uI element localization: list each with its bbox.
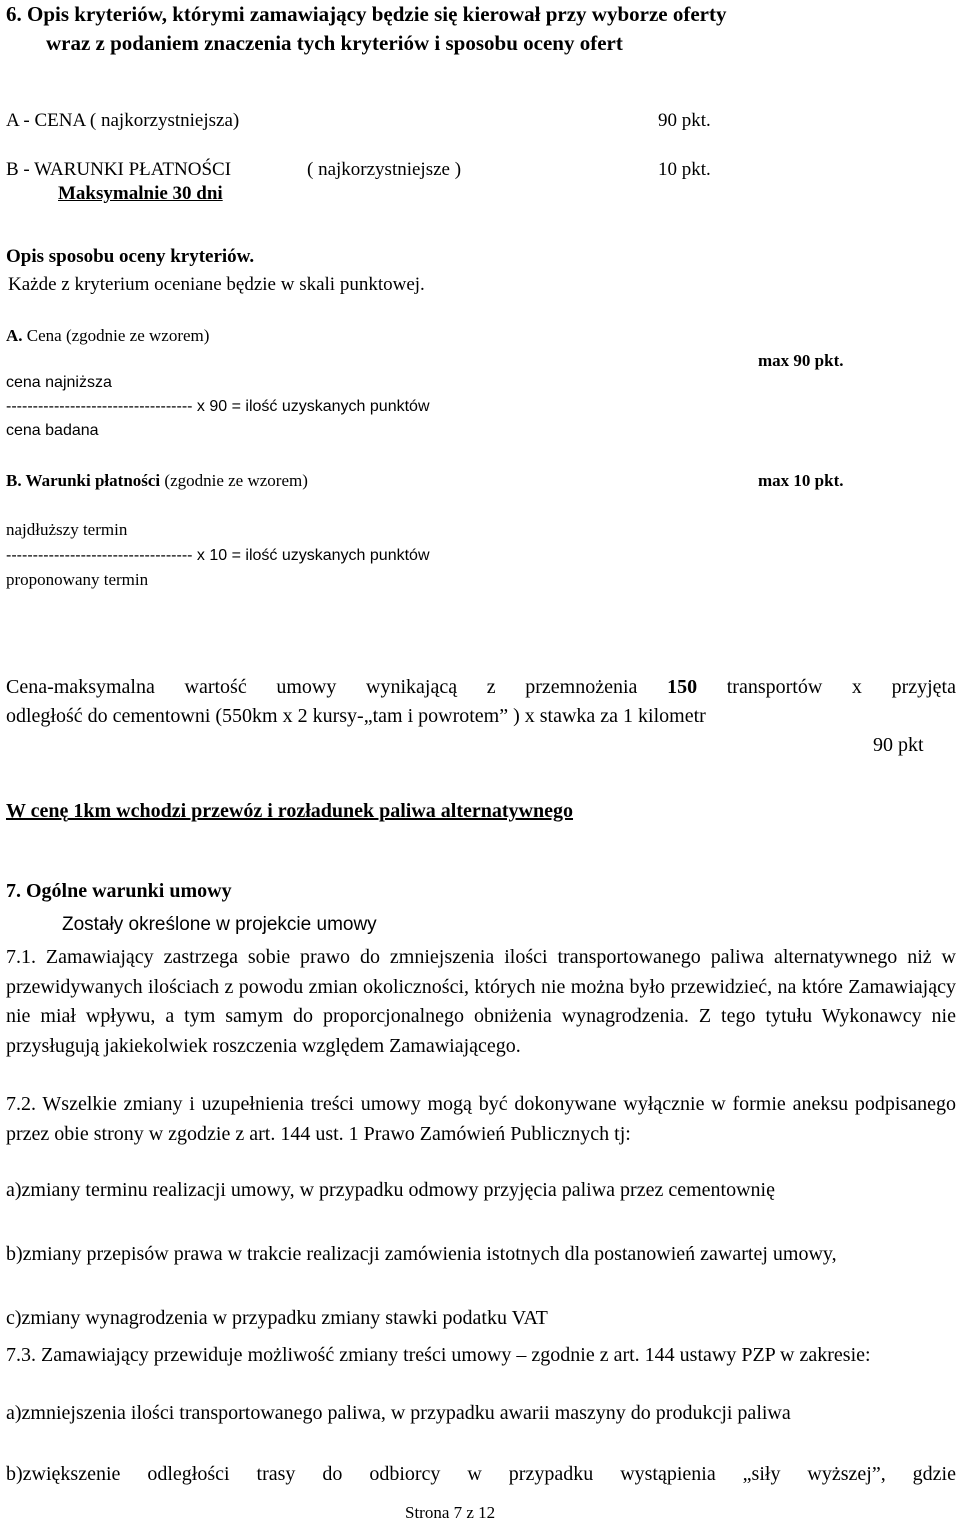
paragraph-7-1: 7.1. Zamawiający zastrzega sobie prawo do zmniejszenia ilości transportowanego paliwa alternatywnego niż w przewidywanych ilościach z powodu zmian okoliczności, których nie można było przewidzieć, na które Zamawiający nie miał wpływu, a tym samym do proporcjonalnego obniżenia wynagrodzenia. Z tego tytułu Wykonawcy nie przysługują jakiekolwiek roszczenia względem Zamawiającego.: [6, 946, 956, 1057]
paragraph-7-3: 7.3. Zamawiający przewiduje możliwość zmiany treści umowy – zgodnie z art. 144 ustawy PZP w zakresie:: [6, 1344, 871, 1366]
paragraph-7-3-b: b)zwiększenie odległości trasy do odbiorcy w przypadku wystąpienia „siły wyższej”, gdzie: [6, 1463, 956, 1485]
criterion-a-points: 90 pkt.: [658, 110, 711, 131]
formula-b-denominator: proponowany termin: [6, 570, 149, 589]
formula-a-line: ----------------------------------- x 90 = ilość uzyskanych punktów: [6, 398, 430, 415]
price-note-line1-bold: 150: [667, 676, 698, 698]
method-title: Opis sposobu oceny kryteriów.: [6, 246, 255, 267]
criterion-b-note: Maksymalnie 30 dni: [58, 183, 223, 204]
formula-b-max: max 10 pkt.: [758, 471, 844, 490]
price-note-line1-post: transportów x przyjęta: [697, 676, 956, 698]
paragraph-7-2-a: a)zmiany terminu realizacji umowy, w przypadku odmowy przyjęcia paliwa przez cementownię: [6, 1179, 775, 1201]
method-subtitle: Każde z kryterium oceniane będzie w skali punktowej.: [8, 274, 425, 295]
criterion-b-paren: ( najkorzystniejsze ): [307, 159, 462, 180]
criterion-b-label: B - WARUNKI PŁATNOŚCI: [6, 159, 232, 180]
price-note-points: 90 pkt: [873, 734, 924, 756]
formula-a-max: max 90 pkt.: [758, 351, 844, 370]
formula-b-numerator: najdłuższy termin: [6, 520, 128, 539]
formula-a-label-bold: A.: [6, 326, 23, 345]
price-note-underlined: W cenę 1km wchodzi przewóz i rozładunek paliwa alternatywnego: [6, 800, 574, 822]
section-7-intro: Zostały określone w projekcie umowy: [62, 914, 377, 935]
paragraph-7-2-b: b)zmiany przepisów prawa w trakcie realizacji zamówienia istotnych dla postanowień zawartej umowy,: [6, 1243, 837, 1265]
formula-a-label: [6, 326, 209, 346]
formula-b-label-bold: B. Warunki płatności: [6, 471, 161, 490]
formula-a-denominator: cena badana: [6, 422, 99, 439]
paragraph-7-2: 7.2. Wszelkie zmiany i uzupełnienia treści umowy mogą być dokonywane wyłącznie w formie aneksu podpisanego przez obie strony w zgodzie z art. 144 ust. 1 Prawo Zamówień Publicznych tj:: [6, 1093, 956, 1145]
page-number: Strona 7 z 12: [405, 1503, 496, 1522]
formula-b-label: [6, 471, 308, 491]
paragraph-7-3-a: a)zmniejszenia ilości transportowanego paliwa, w przypadku awarii maszyny do produkcji paliwa: [6, 1402, 791, 1424]
price-note-line2: odległość do cementowni (550km x 2 kursy-„tam i powrotem” ) x stawka za 1 kilometr: [6, 705, 706, 727]
section-6-heading: [6, 0, 726, 58]
price-note-line1-pre: Cena-maksymalna wartość umowy wynikającą z przemnożenia: [6, 676, 668, 698]
section-7-heading: 7. Ogólne warunki umowy: [6, 880, 232, 902]
criterion-a-label: A - CENA ( najkorzystniejsza): [6, 110, 240, 131]
section-6-heading-line1: 6. Opis kryteriów, którymi zamawiający będzie się kierował przy wyborze oferty: [6, 2, 727, 26]
price-note-line1: [6, 676, 956, 699]
section-6-heading-line2: wraz z podaniem znaczenia tych kryteriów i sposobu oceny ofert: [46, 31, 623, 55]
formula-b-line: ----------------------------------- x 10 = ilość uzyskanych punktów: [6, 547, 430, 564]
paragraph-7-2-c: c)zmiany wynagrodzenia w przypadku zmiany stawki podatku VAT: [6, 1307, 548, 1329]
formula-a-numerator: cena najniższa: [6, 374, 112, 391]
formula-a-label-rest: Cena (zgodnie ze wzorem): [22, 326, 210, 345]
criterion-b-points: 10 pkt.: [658, 159, 711, 180]
formula-b-label-rest: (zgodnie ze wzorem): [160, 471, 308, 490]
